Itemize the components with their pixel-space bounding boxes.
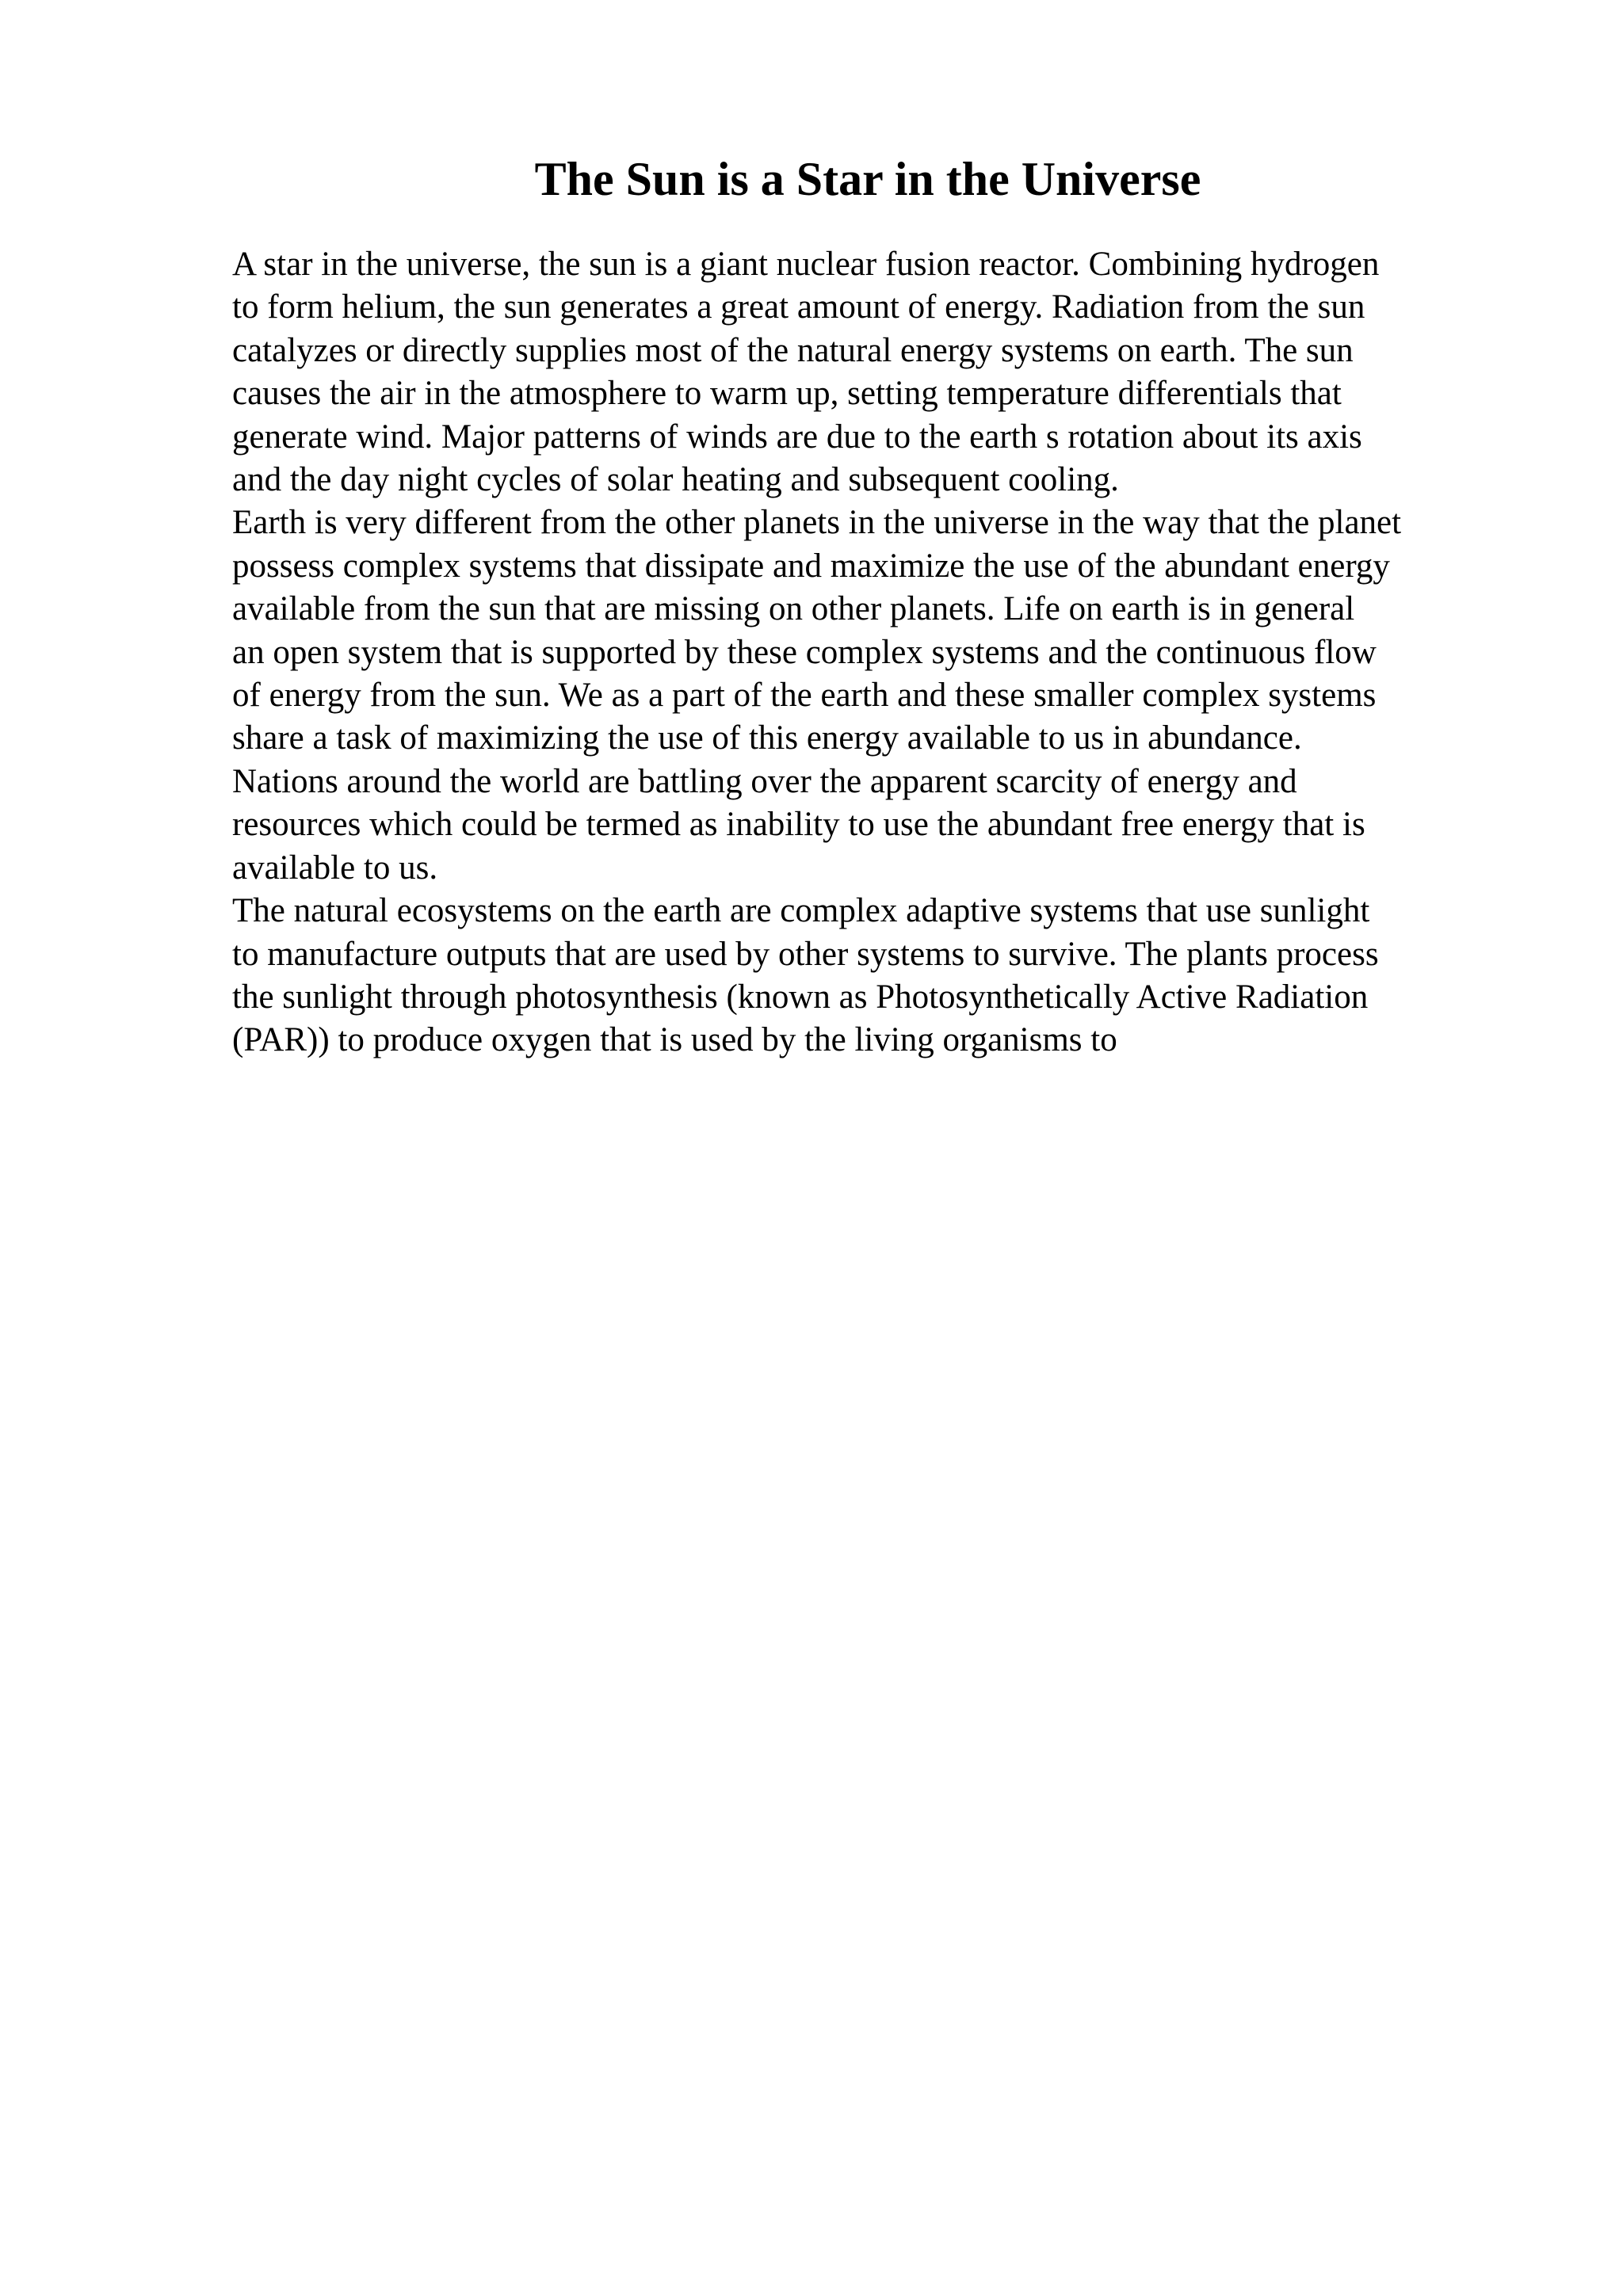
text-line: available from the sun that are missing on other planets. Life on earth is in general: [232, 590, 1355, 628]
text-line: Nations around the world are battling over the apparent scarcity of energy and: [232, 762, 1297, 800]
text-line: causes the air in the atmosphere to warm up, setting temperature differentials that: [232, 375, 1342, 413]
text-line: possess complex systems that dissipate and maximize the use of the abundant energy: [232, 547, 1390, 585]
text-line: an open system that is supported by these complex systems and the continuous flow: [232, 633, 1377, 671]
text-line: available to us.: [232, 849, 438, 887]
text-line: A star in the universe, the sun is a giant nuclear fusion reactor. Combining hydrogen: [232, 246, 1380, 283]
text-line: catalyzes or directly supplies most of the natural energy systems on earth. The sun: [232, 331, 1354, 369]
text-line: The natural ecosystems on the earth are complex adaptive systems that use sunlight: [232, 892, 1370, 930]
text-line: to manufacture outputs that are used by other systems to survive. The plants process: [232, 935, 1379, 973]
text-line: and the day night cycles of solar heating and subsequent cooling.: [232, 461, 1119, 499]
document-title: The Sun is a Star in the Universe: [534, 153, 1201, 205]
text-line: the sunlight through photosynthesis (known as Photosynthetically Active Radiation: [232, 978, 1369, 1016]
text-line: to form helium, the sun generates a great amount of energy. Radiation from the sun: [232, 288, 1365, 326]
text-line: Earth is very different from the other planets in the universe in the way that the planet: [232, 504, 1402, 542]
text-line: generate wind. Major patterns of winds are due to the earth s rotation about its axis: [232, 418, 1362, 456]
text-line: resources which could be termed as inability to use the abundant free energy that is: [232, 806, 1365, 844]
text-line: share a task of maximizing the use of this energy available to us in abundance.: [232, 719, 1302, 757]
document-body: [232, 243, 1516, 1062]
text-line: of energy from the sun. We as a part of the earth and these smaller complex systems: [232, 677, 1377, 715]
text-line: (PAR)) to produce oxygen that is used by the living organisms to: [232, 1021, 1117, 1059]
